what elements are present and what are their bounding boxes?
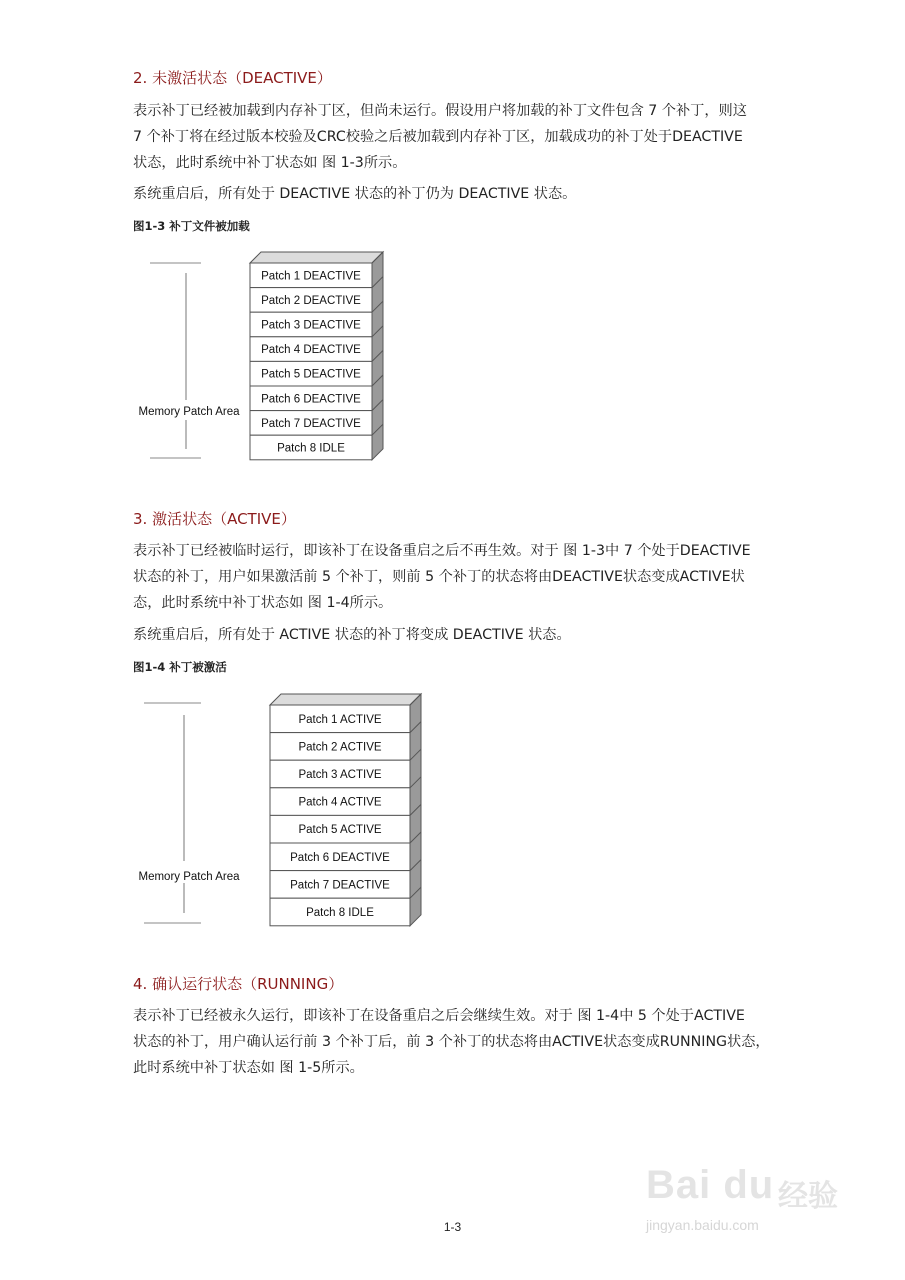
patch-cell-label: Patch 8 IDLE [306,907,374,919]
memory-patch-area-label: Memory Patch Area [138,871,240,883]
figure-1-3-svg [0,245,905,470]
stack-top-face [270,694,421,705]
patch-cell-label: Patch 7 DEACTIVE [261,417,361,430]
figure-1-4-svg [0,685,905,935]
figure-1-4-caption: 图1-4 补丁被激活 [133,660,227,674]
section-3-reboot-note [133,622,823,648]
patch-cell-label: Patch 2 DEACTIVE [261,294,361,307]
section-4-paragraph [133,1003,823,1081]
paragraph-line: 态，此时系统中补丁状态如 图 1-4所示。 [133,595,393,611]
page-number: 1-3 [443,1220,462,1234]
watermark-brand: Bai du [646,1163,775,1207]
section-2-paragraph [133,98,823,176]
patch-cell-label: Patch 1 DEACTIVE [261,270,361,283]
paragraph-line: 状态的补丁，用户确认运行前 3 个补丁后，前 3 个补丁的状态将由ACTIVE状态变成RUNNING状态， [133,1034,770,1050]
patch-cell-label: Patch 8 IDLE [277,442,345,455]
paragraph-line: 系统重启后，所有处于 DEACTIVE 状态的补丁仍为 DEACTIVE 状态。 [133,186,577,202]
patch-cell-label: Patch 7 DEACTIVE [290,879,390,892]
patch-cell-label: Patch 5 DEACTIVE [261,368,361,381]
memory-patch-area-label: Memory Patch Area [138,406,240,418]
watermark-url: jingyan.baidu.com [646,1217,759,1233]
patch-stack [270,694,421,926]
patch-cell-label: Patch 4 DEACTIVE [261,344,361,357]
patch-cell-label: Patch 6 DEACTIVE [261,393,361,406]
stack-top-face [250,252,383,263]
paragraph-line: 表示补丁已经被永久运行，即该补丁在设备重启之后会继续生效。对于 图 1-4中 5 个处于ACTIVE [133,1008,745,1024]
patch-cell-label: Patch 2 ACTIVE [298,741,382,754]
patch-cell-label: Patch 5 ACTIVE [298,824,382,837]
figure-1-4-diagram [0,685,905,935]
patch-cell-label: Patch 1 ACTIVE [298,713,382,726]
section-2-heading: 2. 未激活状态（DEACTIVE） [133,69,332,87]
paragraph-line: 系统重启后，所有处于 ACTIVE 状态的补丁将变成 DEACTIVE 状态。 [133,627,571,643]
figure-1-3-diagram [0,245,905,470]
section-3-paragraph [133,538,823,616]
watermark-cn: 经验 [778,1179,838,1214]
patch-cell-label: Patch 4 ACTIVE [298,796,382,809]
patch-cell-label: Patch 3 DEACTIVE [261,319,361,332]
section-2-reboot-note [133,181,823,207]
patch-cell-label: Patch 3 ACTIVE [298,769,382,781]
paragraph-line: 状态，此时系统中补丁状态如 图 1-3所示。 [133,155,407,171]
patch-cell-label: Patch 6 DEACTIVE [290,851,390,864]
patch-stack [250,252,383,460]
paragraph-line: 表示补丁已经被加载到内存补丁区，但尚未运行。假设用户将加载的补丁文件包含 7 个补丁，则这 [133,103,747,119]
paragraph-line: 此时系统中补丁状态如 图 1-5所示。 [133,1060,364,1076]
section-4-heading: 4. 确认运行状态（RUNNING） [133,975,344,993]
paragraph-line: 表示补丁已经被临时运行，即该补丁在设备重启之后不再生效。对于 图 1-3中 7 个处于DEACTIVE [133,543,751,559]
paragraph-line: 7 个补丁将在经过版本校验及CRC校验之后被加载到内存补丁区，加载成功的补丁处于DEACTIVE [133,129,743,145]
figure-1-3-caption: 图1-3 补丁文件被加载 [133,219,250,233]
section-3-heading: 3. 激活状态（ACTIVE） [133,510,296,528]
paragraph-line: 状态的补丁，用户如果激活前 5 个补丁，则前 5 个补丁的状态将由DEACTIVE状态变成ACTIVE状 [133,569,745,585]
